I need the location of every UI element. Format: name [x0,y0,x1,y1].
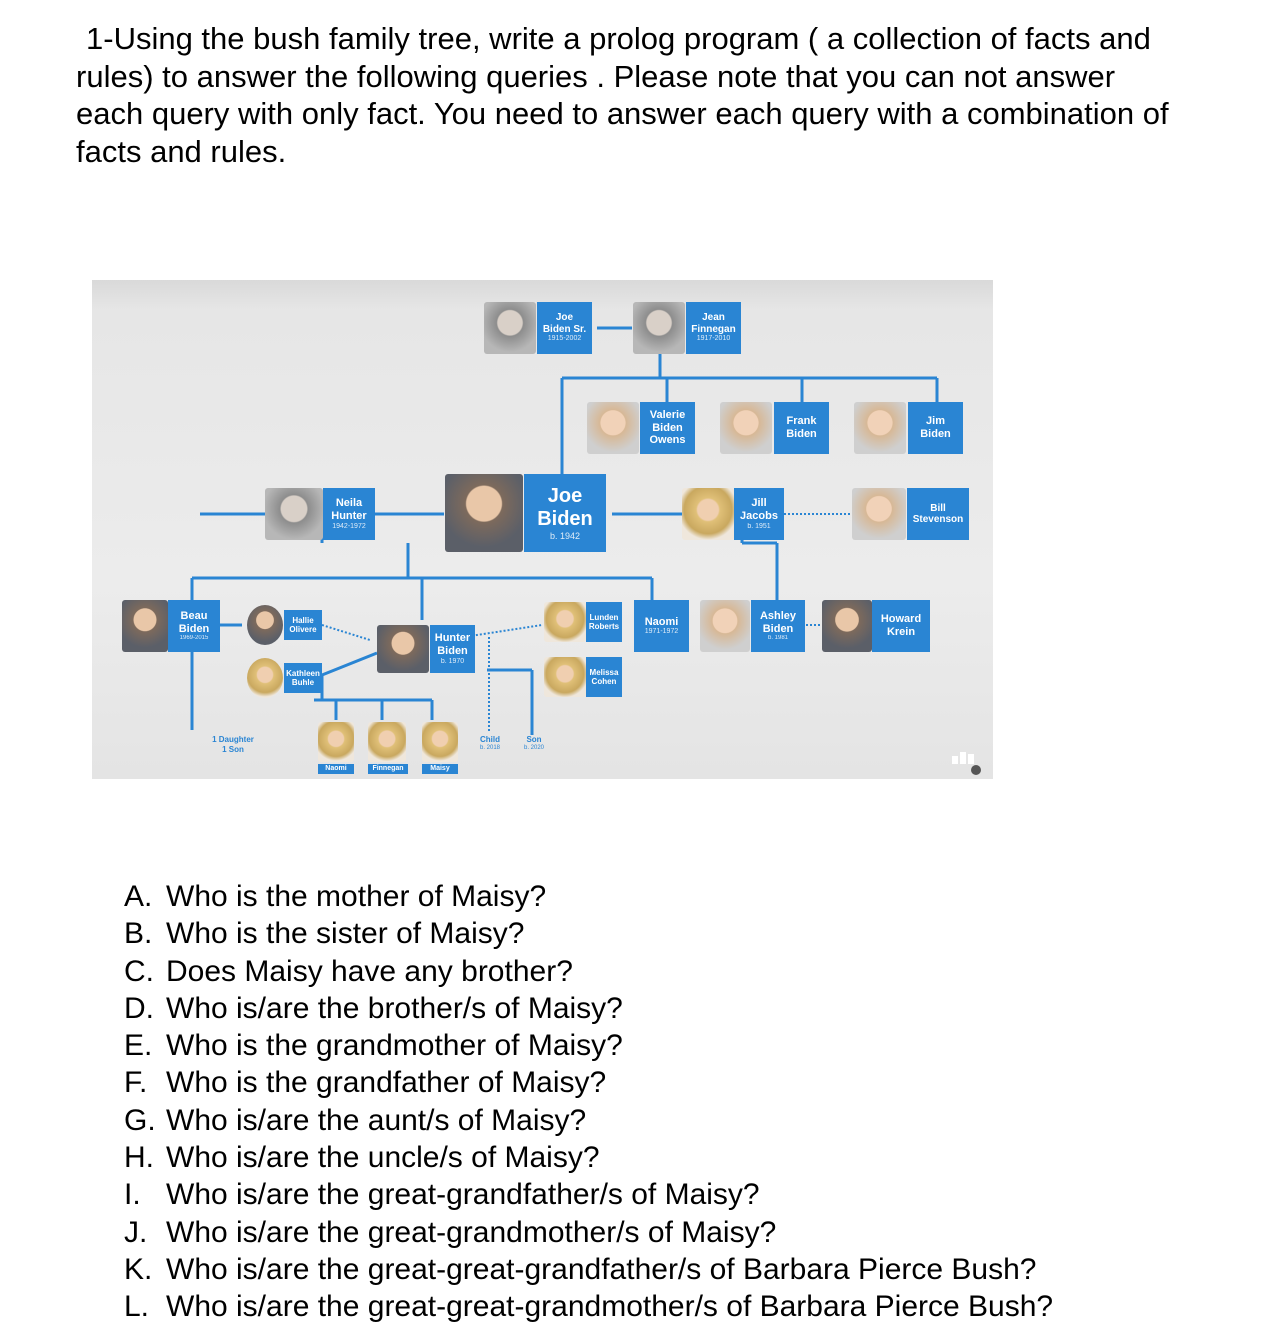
naomi-sr-l1: Naomi [644,615,679,628]
beau-l1: Beau [180,609,208,622]
lunden-l1: Lunden [589,612,619,622]
hunter-years: b. 1970 [440,657,465,665]
kathleen-l1: Kathleen [286,668,320,678]
joe-biden-label [524,474,606,552]
hunter-label [430,625,475,673]
valerie-l3: Owens [649,434,686,447]
jim-photo [854,402,906,454]
query-item: D. Who is/are the brother/s of Maisy? [124,991,623,1025]
beau-label [168,600,220,652]
naomi-tag: Naomi [318,764,354,774]
beau-photo [122,600,168,652]
kathleen-photo [247,658,283,698]
finnegan-photo [368,722,406,762]
jim-l2: Biden [920,428,951,440]
hunter-photo [377,625,429,673]
melissa-l2: Cohen [591,677,617,686]
maisy-tag: Maisy [422,764,458,774]
jean-last: Finnegan [691,323,736,335]
query-item: I. Who is/are the great-grandfather/s of Maisy? [124,1178,760,1212]
frank-l2: Biden [786,428,817,440]
query-list [124,878,1053,1326]
jean-first: Jean [702,312,725,324]
neila-l1: Neila [335,497,363,510]
melissa-label [586,657,622,697]
intro-line-4: facts and rules. [76,133,287,169]
frank-photo [720,402,772,454]
neila-label [323,488,375,540]
bar-chart-icon [952,750,982,776]
howard-l1: Howard [880,613,922,626]
joe-sr-photo [484,302,536,354]
kathleen-l2: Buhle [291,678,315,687]
hunter-l2: Biden [437,644,468,657]
beau-children-label [198,735,268,754]
query-item: K. Who is/are the great-great-grandfather/s of Barbara Pierce Bush? [124,1252,1037,1286]
bill-l1: Bill [930,502,946,514]
jim-l1: Jim [926,415,945,428]
jean-years: 1917-2010 [696,335,731,343]
child-label [472,735,508,752]
jean-label [686,302,741,354]
valerie-l2: Biden [652,421,683,434]
joe-sr-years: 1915-2002 [547,335,582,343]
ashley-label [751,600,805,652]
maisy-photo [422,722,458,762]
intro-line-2: rules) to answer the following queries . Please note that you can not answer [76,58,1116,94]
valerie-photo [587,402,639,454]
frank-label [774,402,829,454]
ashley-l2: Biden [762,622,794,635]
family-tree-image [92,280,993,779]
son-years: b. 2020 [523,744,545,751]
jill-photo [682,488,734,540]
melissa-photo [544,657,586,697]
query-item: J. Who is/are the great-grandmother/s of Maisy? [124,1215,777,1249]
jill-label [734,488,784,540]
beau-kids-l2: 1 Son [222,744,244,754]
naomi-sr-label [634,600,689,652]
query-item: G. Who is/are the aunt/s of Maisy? [124,1103,587,1137]
howard-l2: Krein [886,626,916,638]
kathleen-label [284,663,322,693]
neila-l2: Hunter [331,509,367,522]
query-item: F. Who is the grandfather of Maisy? [124,1066,607,1100]
jill-l2: Jacobs [740,509,778,522]
query-item: E. Who is the grandmother of Maisy? [124,1029,623,1063]
child-l1: Child [480,735,500,744]
neila-photo [265,488,323,540]
lunden-photo [544,602,586,642]
valerie-label [640,402,695,454]
valerie-l1: Valerie [649,409,686,422]
query-item: A. Who is the mother of Maisy? [124,880,547,913]
joe-sr-first: Joe [555,312,574,324]
assignment-intro [76,20,1226,170]
joe-sr-label [537,302,592,354]
jill-l1: Jill [751,497,767,510]
son-l1: Son [526,735,542,744]
query-item: L. Who is/are the great-great-grandmother/s of Barbara Pierce Bush? [124,1290,1054,1324]
joe-biden-photo [445,474,523,552]
howard-label [872,600,930,652]
intro-line-1: 1-Using the bush family tree, write a prolog program ( a collection of facts and [86,21,1151,56]
child-years: b. 2018 [479,744,501,751]
hunter-l1: Hunter [434,632,471,645]
beau-l2: Biden [178,622,210,635]
frank-l1: Frank [786,415,817,428]
hallie-l1: Hallie [292,615,314,625]
hallie-photo [247,605,283,645]
lunden-label [586,602,622,642]
bill-l2: Stevenson [912,514,964,525]
hallie-label [284,610,322,640]
ashley-l1: Ashley [759,609,797,622]
jim-label [908,402,963,454]
neila-years: 1942-1972 [332,522,366,530]
bill-photo [852,488,906,540]
hallie-l2: Olivere [289,625,317,634]
intro-line-3: each query with only fact. You need to answer each query with a combination of [76,96,1169,131]
howard-photo [822,600,872,652]
beau-kids-l1: 1 Daughter [212,735,254,744]
finnegan-tag: Finnegan [368,764,408,774]
joe-l1: Joe [547,484,583,507]
joe-l2: Biden [537,507,593,530]
lunden-l2: Roberts [588,622,620,631]
son-label [516,735,552,752]
naomi-sr-years: 1971-1972 [644,628,679,636]
beau-years: 1969-2015 [179,635,209,642]
naomi-photo [318,722,354,762]
ashley-photo [700,600,750,652]
query-item: B. Who is the sister of Maisy? [124,917,525,951]
bill-label [907,488,969,540]
query-item: C. Does Maisy have any brother? [124,954,573,988]
joe-years: b. 1942 [549,530,581,541]
melissa-l1: Melissa [589,667,619,677]
query-item: H. Who is/are the uncle/s of Maisy? [124,1141,600,1175]
joe-sr-last: Biden Sr. [542,323,587,335]
jill-years: b. 1951 [747,522,771,530]
jean-photo [633,302,685,354]
ashley-years: b. 1981 [767,635,789,642]
